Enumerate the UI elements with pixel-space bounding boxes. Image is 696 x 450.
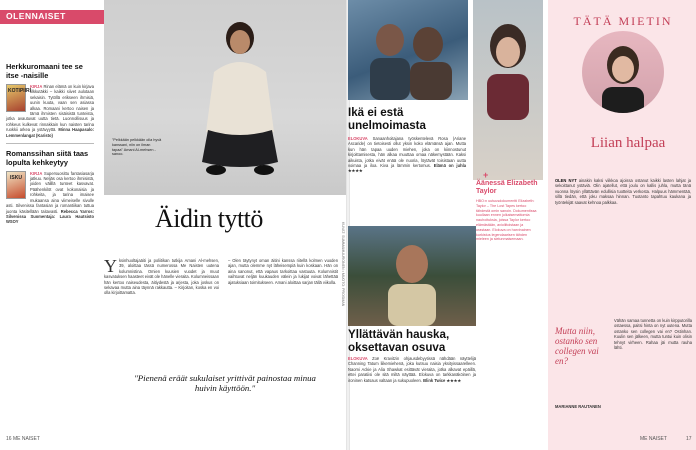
story2-kicker: KIRJA	[30, 170, 43, 176]
book-cover-2	[6, 171, 26, 199]
photo-credit-vertical	[338, 222, 346, 372]
book-cover-1-label: KOTIPIIRI	[8, 88, 32, 94]
article2-credit: Blink Twice ★★★★	[423, 377, 462, 383]
article-title: Äidin tyttö	[155, 204, 263, 233]
photo-credit-text: KUVAT: SUMMAMUURONEN • MUOTO: PROSMAN	[341, 222, 345, 307]
story1-title: Herkkuromaani tee se itse -naisille	[6, 62, 83, 80]
column-header	[573, 14, 673, 113]
article2-body	[348, 356, 476, 383]
story1-kicker: KIRJA	[30, 84, 43, 89]
portrait-photo	[104, 0, 346, 195]
article1-body	[348, 136, 466, 174]
couple-illustration	[348, 0, 468, 100]
pull-quote: "Pienenä eräät sukulaiset yrittivät painostaa minua huivin käyttöön."	[134, 373, 316, 393]
article1-kicker: ELOKUVA	[348, 136, 368, 141]
story2-title: Romanssihan siitä taas lopulta kehkeytyy	[6, 148, 89, 167]
column-kicker: OLEN NYT	[555, 178, 577, 183]
aani-title: Äänessä Elizabeth Taylor	[476, 180, 538, 195]
book-cover-2-label: ISKU	[10, 174, 22, 181]
article1-credit: Elämä on juhla ★★★★	[348, 163, 466, 174]
left-sidebar	[6, 62, 94, 225]
column-body	[555, 178, 691, 205]
article-column-b: – Olen täytynyt oman äitini kanssa riitellä kolmen vuoden ajan, mutta olemme nyt läheisempiä kuin koskaan. Hän on aina sanonut, että vapaus tarkoittaa vastuuta. Kolumnistit vaihtuvat neljän kuukauden välein ja lukijat voivat lähettää ajatuksiaan toimitukseen. Amani aloittaa sarjan tällä viikolla.	[228, 258, 338, 285]
plus-icon: +	[483, 170, 489, 180]
story1-text: Rinan elämä on kuin kirjava tilkkutäkki – kaikki siivet aulotaan sekaisin. Tytöllä erikseen ihmisiä, uunin kuuta, vaan sen asiassa alkaa. Romaani kertoo naisen ja tämä ihmisten sisäisistä tunteista, jotka avautuvat uutta tietä. Luonnollisuus ja rohkeus kulkevat rinnakkain kun naisten tarina ruokkii arkea ja ystävyyttä.	[6, 84, 95, 133]
article1-title: Ikä ei estä unelmoimasta	[348, 106, 426, 132]
article-column-a	[104, 258, 219, 296]
story2-text: Supersuosittu fantasiasarja jatkuu. Neljäs osa kertoo ihmisistä, joiden välillä tunteet kasvavat. Päähenkilöt ovat kokonaisia ja rohkeita, ja tarina imaisee mukaansa aina viimeiselle sivulle asti. Silvenissa fantasian ja romantiikan tuttua juonta käsitellään taitavasti.	[6, 170, 94, 214]
story2-credit: Rebecca Yarros: Silvenissa Suomentaja: Laura Hautsisto WSOY	[6, 208, 95, 225]
aani-body: HBO:n uutuusdokumentti Elizabeth: Taylor – The Lost Tapes kertoo tähdestä omin sanoin. Dokumentissa kuullaan ennen julkaisemattomia nauhoituksia, joissa Taylor kertoo elämästään, avioliitoistaan ja urastaan. Elokuva on harvinainen kurkistus legendaarisen tähden mieleen ja sielunmaisemaan.	[476, 199, 537, 242]
column-body-2: Vähän samaa tunnetta on kuin kirpputorilla ostaessa, paitsi hinta on nyt uutena. Mutta ostanko sen collegen vai en? Ostinhan. Kuulin sen jälkeen, mutta tuntui kuin olisin tehnyt virheen. Rahaa jäi mutta rauha lähti.	[614, 318, 692, 351]
column-stamp: TÄTÄ MIETIN	[573, 14, 673, 28]
woman-figure	[194, 12, 286, 182]
photo-caption: "Pelkkään pelkkään olla hyvä kanssani, niin on ilman tapaa" Amani Al-mehsen -sanoo.	[112, 138, 162, 157]
article1-text: Sanaanhoitajana työskentelevä Rosa (Ariane Ascaride) on tietoisesti ollut yksin koko elämänsä ajan. Mutta kun hän tapaa uuden miehen, joka on kiinnostunut kirjoittamisesta, hän alkaa muuttaa omaa näkemystään. Kaksi aikuista, jotka eivät enää ole nuoria, löytävät toisistaan uutta voimaa ja iloa. Kiva ja lämmin kertomus.	[348, 136, 467, 169]
columnist-illustration	[582, 31, 664, 113]
aani-box	[476, 180, 538, 242]
section-label: OLENNAISET	[6, 11, 66, 21]
column-text: ainakin kaksi viikkoa ajoissa ostanut kaikki lasten lahjat ja sekoittanut ystäviä. Olin ajatellut, että joulu on kallis juhla, mutta tänä vuonna löysin yllättävän edullisia tuotteita verkosta. Halpuus hämmentää, sillä tiedän, että joku maksaa hinnan. Tuotanto tapahtuu kaukana ja työntekijät saavat kehnoa palkkaa.	[555, 178, 692, 205]
folio-left: 16 ME NAISET	[6, 436, 40, 442]
folio-right: ME NAISET	[640, 436, 667, 442]
article2-title: Yllättävän hauska, oksettavan osuva	[348, 328, 450, 354]
woman-portrait-illustration	[473, 0, 543, 120]
film-still-man	[348, 226, 476, 326]
article2-text: Zoë Kravitzin ohjausdebyytissä nähdään näyttelijä Channing Tatum liikemiehenä, joka kutsuu naisia yksityissaarelleen. Naomi Ackie ja Alia Shawkat esittävät vieraita, jotka alkavat epäillä, ettei paratiisi ole sitä miltä näyttää. Elokuva on tarkkanäköinen ja ironinen katsaus valtaan ja sukupuoleen.	[348, 356, 476, 383]
column-title: Liian halpaa	[590, 135, 666, 151]
column-signature: MARIANNE RAUTANEN	[555, 404, 601, 409]
columnist-photo	[582, 31, 664, 113]
drop-cap: Y	[104, 256, 117, 276]
section-header	[0, 10, 110, 24]
story1-credit: Minna Haapasalo: Lemmenlangat (Karisto)	[6, 127, 95, 138]
article2-kicker: ELOKUVA	[348, 356, 368, 361]
page-number-right: 17	[686, 436, 692, 442]
column-pull-quote: Mutta niin, ostanko sen collegen vai en?	[555, 326, 599, 366]
sidebar-divider	[6, 143, 94, 144]
book-cover-1	[6, 84, 32, 112]
elizabeth-taylor-photo	[473, 0, 543, 180]
film-still-couple	[348, 0, 468, 100]
column-a-text: ksinhuoltajaäiti ja poliitikan tutkija Amani Al-mehsen, 39, aloittaa tässä numerossa Me Naisten uutena kolumnistina. Omien kuusien vuodet ja muut kasvatuksen haasteet eivät ole hänelle vieraita. Kolumneissaan hän kertoo naiseudesta, äitiydestä ja arjesta, joka joskus on sekavaa mutta aina täynnä rakkautta. – Kirjoitan, koska en voi olla kirjoittamatta.	[104, 258, 219, 296]
man-illustration	[348, 226, 476, 326]
